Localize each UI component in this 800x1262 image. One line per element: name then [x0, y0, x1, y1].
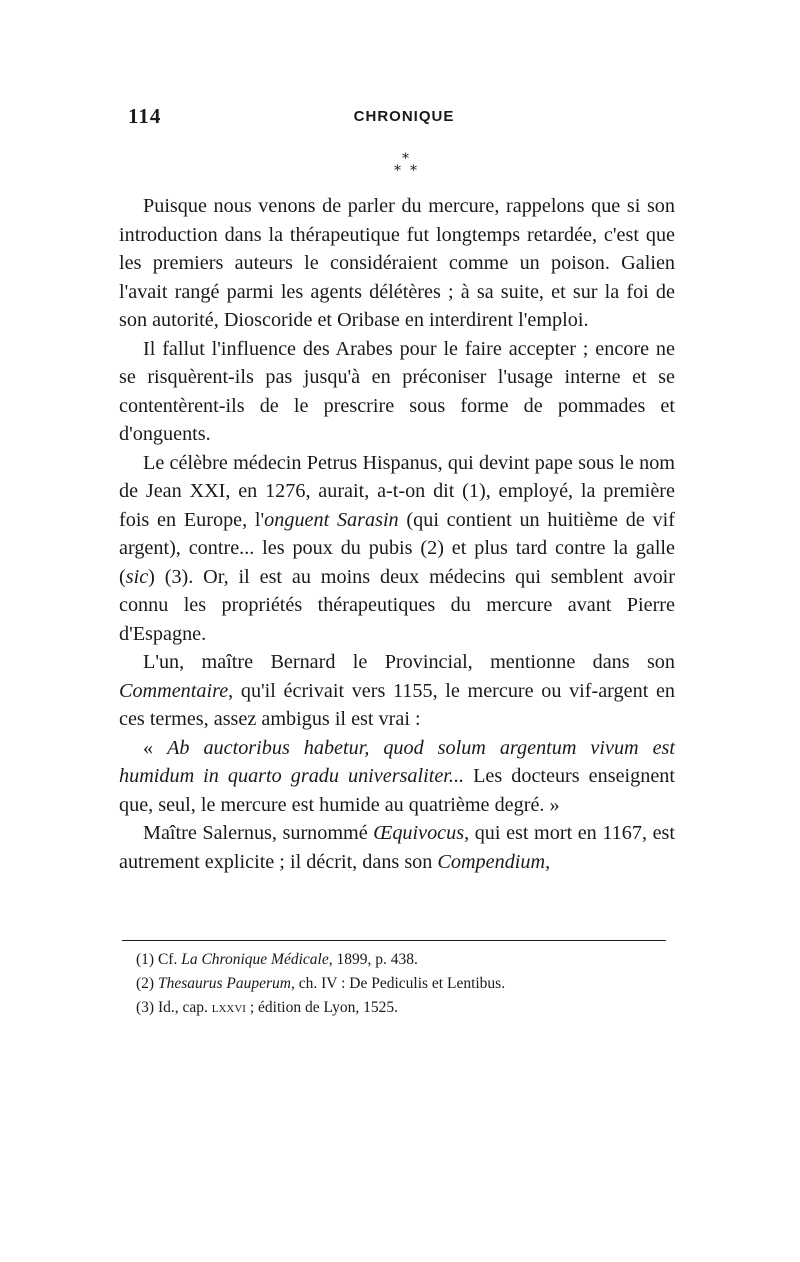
footnote-text: (1) Cf.: [136, 951, 182, 968]
paragraph-text: , qu'il écrivait vers 1155, le mercure ou vif-argent en ces termes, assez ambigus il est vrai :: [119, 679, 675, 730]
footnotes: [136, 948, 676, 1020]
italic-term: Œquivocus: [373, 822, 465, 844]
italic-term: Commentaire: [119, 679, 229, 702]
asterisk-icon: *: [402, 151, 409, 167]
italic-term: sic: [125, 565, 149, 588]
paragraph-4: [119, 648, 675, 734]
latin-quotation: Ab auctoribus habetur, quod solum argentum vivum est humidum in quarto gradu universaliter...: [119, 736, 676, 787]
paragraph-text: Maître Salernus, surnommé: [143, 822, 374, 844]
paragraph-text: (qui contient un huitième de vif argent), contre... les poux du pubis (2) et plus tard contre la galle (: [119, 508, 675, 588]
paragraph-1: [119, 192, 675, 335]
footnote-text: (3) Id., cap.: [136, 999, 212, 1016]
asterism-ornament: [380, 150, 440, 180]
paragraph-text: «: [143, 736, 168, 759]
paragraph-text: , qui est mort en 1167, est autrement explicite ; il décrit, dans son: [119, 822, 675, 873]
footnote-title: Thesaurus Pauperum: [157, 975, 291, 992]
footnote-title: La Chronique Médicale: [181, 951, 329, 968]
page-header: [128, 104, 680, 138]
paragraph-text: L'un, maître Bernard le Provincial, mentionne dans son: [143, 651, 675, 673]
paragraph-3: [119, 449, 675, 649]
footnote-text: (2): [136, 975, 158, 992]
asterisk-icon: *: [410, 163, 417, 179]
paragraph-2: [119, 335, 675, 449]
footnote-1: [136, 948, 676, 972]
paragraph-text: Le célèbre médecin Petrus Hispanus, qui devint pape sous le nom de Jean XXI, en 1276, aurait, a-t-on dit (1), employé, la première fois en Europe, l': [119, 451, 675, 531]
italic-term: Compendium: [437, 850, 546, 873]
paragraph-text: Puisque nous venons de parler du mercure, rappelons que si son introduction dans la thérapeutique fut longtemps retardée, c'est que les premiers auteurs le considéraient comme un poison. Galien l'avait rangé parmi les agents délétères ; à sa suite, et sur la foi de son autorité, Dioscoride et Oribase en interdirent l'emploi.: [119, 195, 675, 331]
paragraph-text: Les docteurs enseignent que, seul, le mercure est humide au quatrième degré. »: [119, 765, 675, 816]
footnote-text: , ch. IV : De Pediculis et Lentibus.: [291, 975, 506, 992]
italic-term: onguent Sarasin: [264, 508, 399, 531]
footnote-3: [136, 996, 676, 1020]
asterisk-icon: *: [394, 163, 401, 179]
paragraph-5-quote: [119, 734, 675, 820]
page-number: 114: [128, 104, 162, 128]
footnote-text: , 1899, p. 438.: [328, 951, 418, 968]
footnote-2: [136, 972, 676, 996]
paragraph-text: ) (3). Or, il est au moins deux médecins qui semblent avoir connu les propriétés thérapeutiques du mercure avant Pierre d'Espagne.: [119, 565, 675, 645]
body-text: [119, 192, 675, 876]
footnote-text: ; édition de Lyon, 1525.: [245, 999, 398, 1016]
footnote-roman-numeral: lxxvi: [211, 999, 246, 1016]
paragraph-6: [119, 819, 675, 876]
running-head: CHRONIQUE: [353, 108, 455, 125]
paragraph-text: ,: [545, 850, 551, 873]
paragraph-text: Il fallut l'influence des Arabes pour le faire accepter ; encore ne se risquèrent-ils pas jusqu'à en préconiser l'usage interne et se contentèrent-ils de le prescrire sous forme de pommades et d'onguents.: [119, 337, 675, 445]
footnote-divider: [122, 940, 666, 941]
